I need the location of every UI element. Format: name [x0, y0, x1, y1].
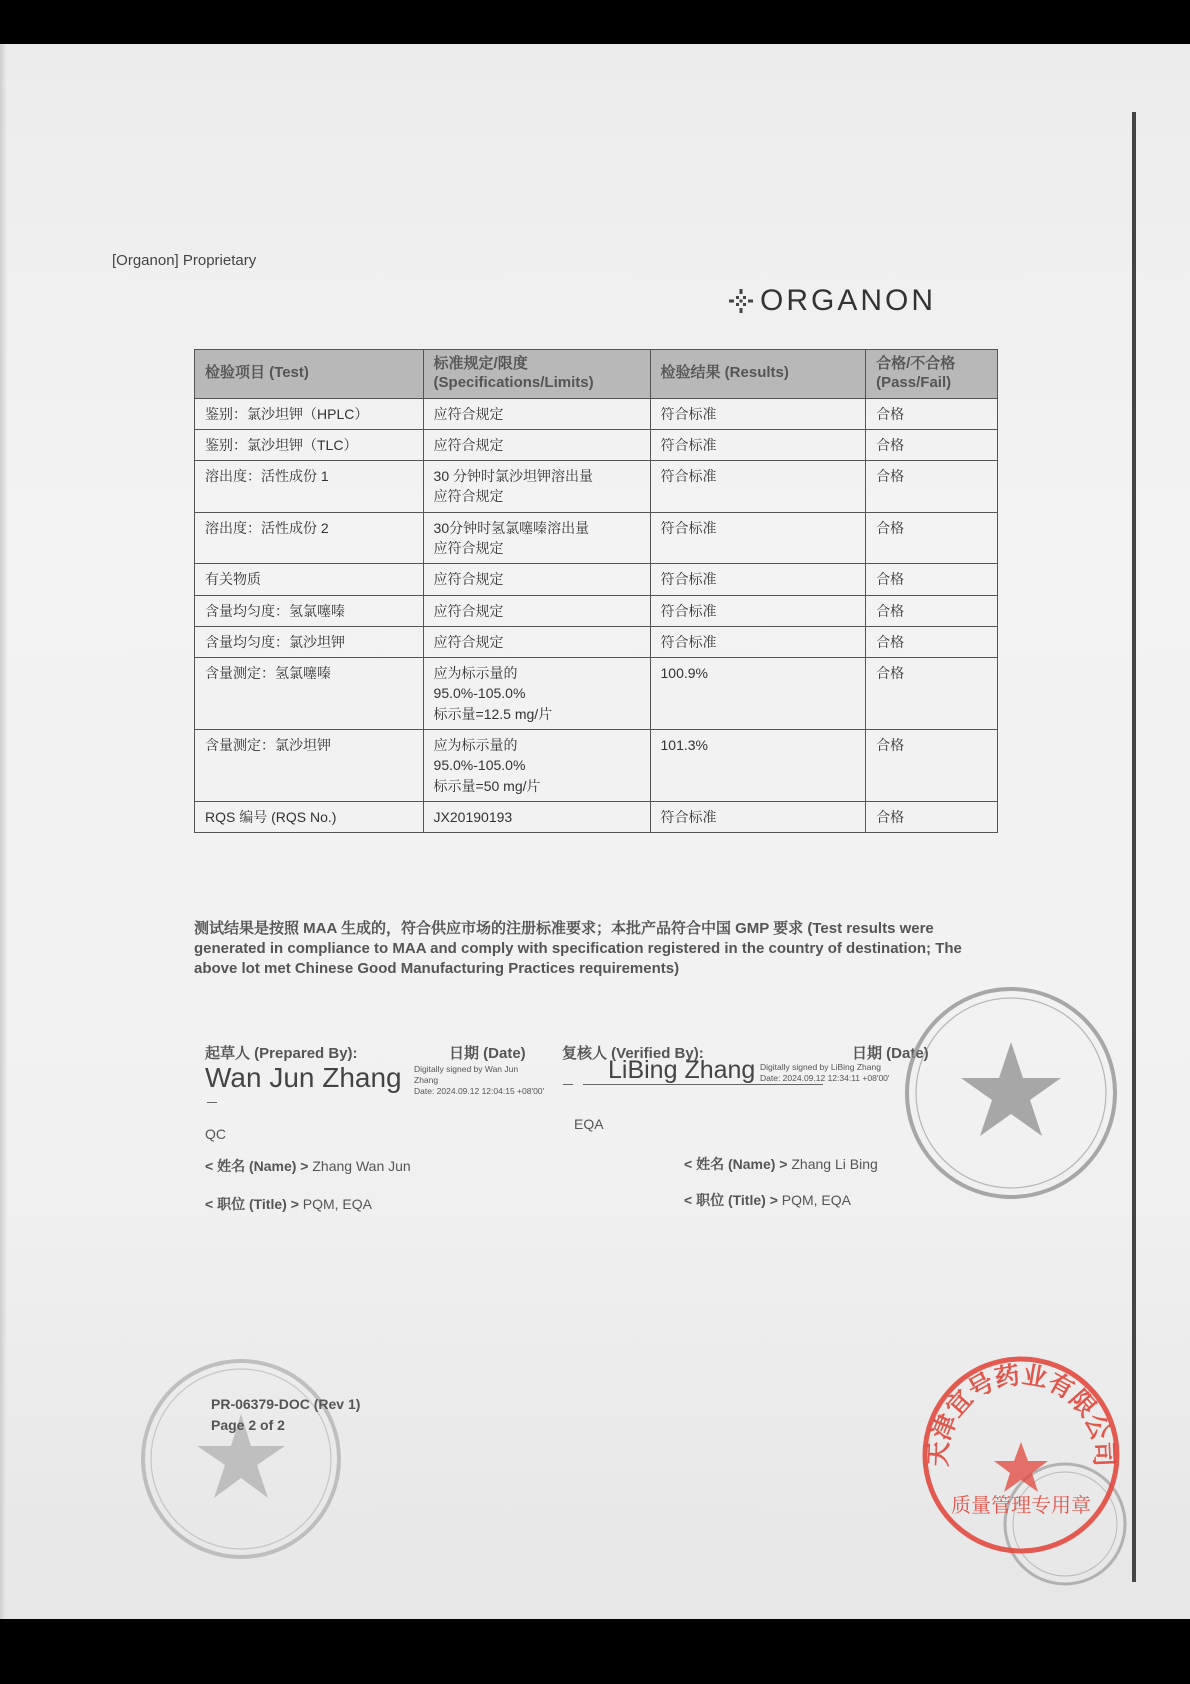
- table-header-cell: 检验项目 (Test): [195, 350, 424, 399]
- pass-fail-cell: 合格: [866, 658, 998, 730]
- page-left-edge: [0, 44, 7, 1619]
- red-quality-seal: [918, 1352, 1124, 1558]
- result-cell: 100.9%: [650, 658, 866, 730]
- table-row: [195, 595, 998, 626]
- result-cell: 符合标准: [650, 626, 866, 657]
- prepared-title-value: PQM, EQA: [302, 1196, 372, 1212]
- verified-title-label: < 职位 (Title) >: [684, 1192, 778, 1208]
- prepared-signature: Wan Jun Zhang: [205, 1062, 402, 1093]
- prepared-title-field: [205, 1194, 372, 1214]
- page-right-edge: [1132, 112, 1136, 1582]
- table-row: [195, 730, 998, 802]
- document-footer: [211, 1394, 360, 1436]
- prepared-department: QC: [205, 1126, 226, 1142]
- prepared-by-label: 起草人 (Prepared By):: [205, 1045, 358, 1062]
- table-row: [195, 429, 998, 460]
- verified-name-field: [684, 1154, 878, 1174]
- verified-digital-date: Date: 2024.09.12 12:34:11 +08'00': [760, 1073, 890, 1083]
- organon-logo-icon: [728, 288, 754, 314]
- document-id: PR-06379-DOC (Rev 1): [211, 1396, 361, 1412]
- specification-cell: 应为标示量的 95.0%-105.0% 标示量=50 mg/片: [423, 730, 650, 802]
- table-row: [195, 398, 998, 429]
- table-row: [195, 512, 998, 564]
- result-cell: 符合标准: [650, 398, 866, 429]
- table-row: [195, 658, 998, 730]
- prepared-digital-name: Zhang: [414, 1075, 439, 1085]
- verified-signature-dash: [563, 1084, 573, 1085]
- verified-department: EQA: [574, 1116, 604, 1132]
- table-row: [195, 626, 998, 657]
- table-header-cell: 合格/不合格 (Pass/Fail): [866, 350, 998, 399]
- table-row: [195, 564, 998, 595]
- page-number: Page 2 of 2: [211, 1417, 285, 1433]
- pass-fail-cell: 合格: [866, 512, 998, 564]
- test-cell: 含量均匀度：氯沙坦钾: [195, 626, 424, 657]
- prepared-digital-date: Date: 2024.09.12 12:04:15 +08'00': [414, 1086, 545, 1096]
- pass-fail-cell: 合格: [866, 461, 998, 513]
- test-cell: 鉴别：氯沙坦钾（HPLC）: [195, 398, 424, 429]
- prepared-signature-line: [207, 1102, 217, 1103]
- pass-fail-cell: 合格: [866, 595, 998, 626]
- results-table: [194, 349, 998, 833]
- verified-signature: LiBing Zhang: [608, 1056, 756, 1084]
- grey-company-seal: [900, 982, 1122, 1204]
- result-cell: 101.3%: [650, 730, 866, 802]
- prepared-title-label: < 职位 (Title) >: [205, 1196, 299, 1212]
- prepared-digital-signed: Digitally signed by Wan Jun: [414, 1064, 519, 1074]
- organon-logo: [728, 284, 936, 318]
- result-cell: 符合标准: [650, 801, 866, 832]
- test-cell: RQS 编号 (RQS No.): [195, 801, 424, 832]
- specification-cell: 应符合规定: [423, 398, 650, 429]
- pass-fail-cell: 合格: [866, 398, 998, 429]
- prepared-date-label: 日期 (Date): [449, 1045, 526, 1062]
- grey-bottom-seal: [136, 1354, 346, 1564]
- compliance-statement: 测试结果是按照 MAA 生成的，符合供应市场的注册标准要求；本批产品符合中国 GMP 要求 (Test results were generated in compliance to MAA and comply with specification registered in the country of destination; The above lot met Chinese Good Manufacturing Practices requirements): [194, 920, 962, 977]
- red-seal-outer-text: 天津宜号药业有限公司: [923, 1360, 1119, 1468]
- red-seal-inner-text: 质量管理专用章: [951, 1493, 1091, 1517]
- specification-cell: 30分钟时氢氯噻嗪溶出量 应符合规定: [423, 512, 650, 564]
- specification-cell: 应符合规定: [423, 626, 650, 657]
- result-cell: 符合标准: [650, 512, 866, 564]
- verified-signature-line: [583, 1084, 823, 1085]
- verified-name-label: < 姓名 (Name) >: [684, 1156, 788, 1172]
- test-cell: 含量测定：氯沙坦钾: [195, 730, 424, 802]
- proprietary-label: [Organon] Proprietary: [112, 252, 257, 269]
- result-cell: 符合标准: [650, 461, 866, 513]
- pass-fail-cell: 合格: [866, 626, 998, 657]
- pass-fail-cell: 合格: [866, 564, 998, 595]
- test-cell: 有关物质: [195, 564, 424, 595]
- organon-logo-text: ORGANON: [760, 284, 937, 317]
- pass-fail-cell: 合格: [866, 801, 998, 832]
- specification-cell: JX20190193: [423, 801, 650, 832]
- verified-digital-signed: Digitally signed by LiBing Zhang: [760, 1062, 881, 1072]
- result-cell: 符合标准: [650, 429, 866, 460]
- verified-name-value: Zhang Li Bing: [791, 1156, 878, 1172]
- document-page: [0, 44, 1190, 1619]
- specification-cell: 30 分钟时氯沙坦钾溶出量 应符合规定: [423, 461, 650, 513]
- table-body: [195, 398, 998, 833]
- specification-cell: 应为标示量的 95.0%-105.0% 标示量=12.5 mg/片: [423, 658, 650, 730]
- table-header-row: [195, 350, 998, 399]
- verified-title-value: PQM, EQA: [781, 1192, 851, 1208]
- table-row: [195, 801, 998, 832]
- specification-cell: 应符合规定: [423, 429, 650, 460]
- table-row: [195, 461, 998, 513]
- test-cell: 鉴别：氯沙坦钾（TLC）: [195, 429, 424, 460]
- result-cell: 符合标准: [650, 595, 866, 626]
- test-cell: 含量测定：氢氯噻嗪: [195, 658, 424, 730]
- prepared-name-field: [205, 1156, 411, 1176]
- prepared-name-value: Zhang Wan Jun: [312, 1158, 411, 1174]
- verified-by-label: 复核人 (Verified By):: [562, 1045, 704, 1062]
- test-cell: 含量均匀度：氢氯噻嗪: [195, 595, 424, 626]
- prepared-name-label: < 姓名 (Name) >: [205, 1158, 309, 1174]
- specification-cell: 应符合规定: [423, 595, 650, 626]
- pass-fail-cell: 合格: [866, 429, 998, 460]
- test-cell: 溶出度：活性成份 1: [195, 461, 424, 513]
- verified-date-label: 日期 (Date): [852, 1045, 929, 1062]
- test-cell: 溶出度：活性成份 2: [195, 512, 424, 564]
- table-header-cell: 标准规定/限度 (Specifications/Limits): [423, 350, 650, 399]
- table-header-cell: 检验结果 (Results): [650, 350, 866, 399]
- result-cell: 符合标准: [650, 564, 866, 595]
- verified-title-field: [684, 1190, 851, 1210]
- specification-cell: 应符合规定: [423, 564, 650, 595]
- pass-fail-cell: 合格: [866, 730, 998, 802]
